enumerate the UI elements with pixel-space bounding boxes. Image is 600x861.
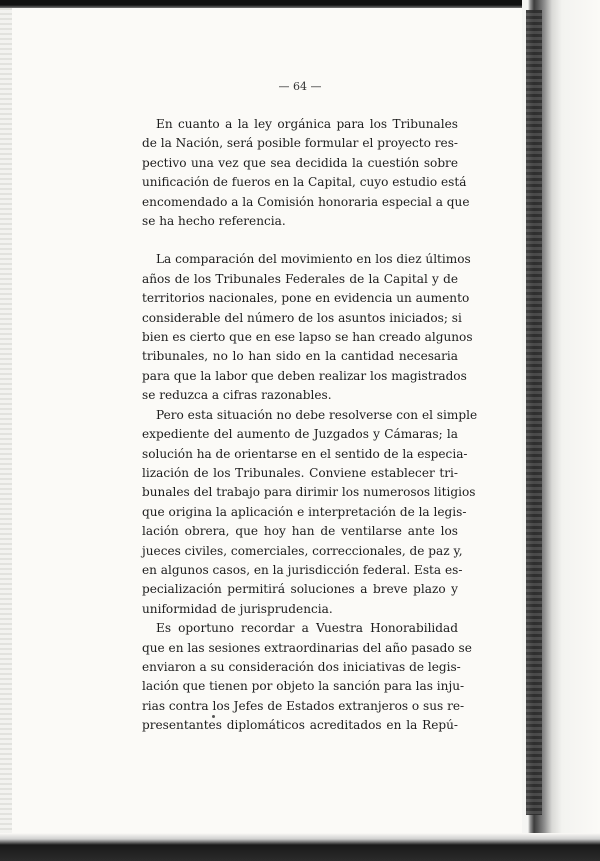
text-line: bien es cierto que en ese lapso se han creado algunos xyxy=(142,330,473,345)
paragraph-situacion xyxy=(142,406,478,619)
paragraph-comparacion xyxy=(142,250,473,405)
scan-bottom-edge xyxy=(0,833,600,861)
text-line: La comparación del movimiento en los diez últimos xyxy=(156,252,471,267)
text-line: Pero esta situación no debe resolverse con el simple xyxy=(156,407,478,422)
scan-speck xyxy=(212,715,215,718)
text-line: tribunales, no lo han sido en la cantidad necesaria xyxy=(142,349,458,364)
text-line: rias contra los Jefes de Estados extranjeros o sus re- xyxy=(142,698,465,713)
text-line: para que la labor que deben realizar los magistrados xyxy=(142,368,467,383)
text-line: solución ha de orientarse en el sentido de la especia- xyxy=(142,446,468,461)
text-line: Es oportuno recordar a Vuestra Honorabilidad xyxy=(156,621,458,636)
text-line: jueces civiles, comerciales, correccionales, de paz y, xyxy=(142,543,463,558)
document-body xyxy=(142,115,478,736)
text-line: enviaron a su consideración dos iniciativas de legis- xyxy=(142,659,461,674)
text-line: lización de los Tribunales. Conviene establecer tri- xyxy=(142,465,458,480)
text-line: en algunos casos, en la jurisdicción federal. Esta es- xyxy=(142,562,463,577)
scan-top-edge xyxy=(0,0,600,8)
text-line: de la Nación, será posible formular el proyecto res- xyxy=(142,136,458,151)
text-line: lación obrera, que hoy han de ventilarse ante los xyxy=(142,524,458,539)
scan-left-edge xyxy=(0,8,12,833)
text-line: bunales del trabajo para dirimir los numerosos litigios xyxy=(142,485,476,500)
text-line: se ha hecho referencia. xyxy=(142,214,286,229)
text-line: años de los Tribunales Federales de la Capital y de xyxy=(142,271,458,286)
text-line: En cuanto a la ley orgánica para los Tribunales xyxy=(156,117,458,131)
text-line: presentantes diplomáticos acreditados en la Repú- xyxy=(142,718,458,733)
text-line: uniformidad de jurisprudencia. xyxy=(142,601,333,616)
paragraph-gap xyxy=(142,231,458,250)
paragraph-ley-organica xyxy=(142,115,470,231)
text-line: expediente del aumento de Juzgados y Cámaras; la xyxy=(142,427,458,442)
text-line: que origina la aplicación e interpretación de la legis- xyxy=(142,504,467,519)
text-line: considerable del número de los asuntos iniciados; si xyxy=(142,310,462,325)
text-line: pectivo una vez que sea decidida la cuestión sobre xyxy=(142,155,458,170)
text-line: que en las sesiones extraordinarias del año pasado se xyxy=(142,640,472,655)
text-line: lación que tienen por objeto la sanción para las inju- xyxy=(142,679,465,694)
paragraph-oportuno xyxy=(142,619,472,735)
text-line: territorios nacionales, pone en evidencia un aumento xyxy=(142,291,470,306)
scan-binding-strip xyxy=(526,10,542,815)
text-line: unificación de fueros en la Capital, cuyo estudio está xyxy=(142,175,467,190)
text-line: se reduzca a cifras razonables. xyxy=(142,388,332,403)
text-line: pecialización permitirá soluciones a breve plazo y xyxy=(142,582,458,597)
page-number: — 64 — xyxy=(278,80,322,93)
text-line: encomendado a la Comisión honoraria especial a que xyxy=(142,194,470,209)
